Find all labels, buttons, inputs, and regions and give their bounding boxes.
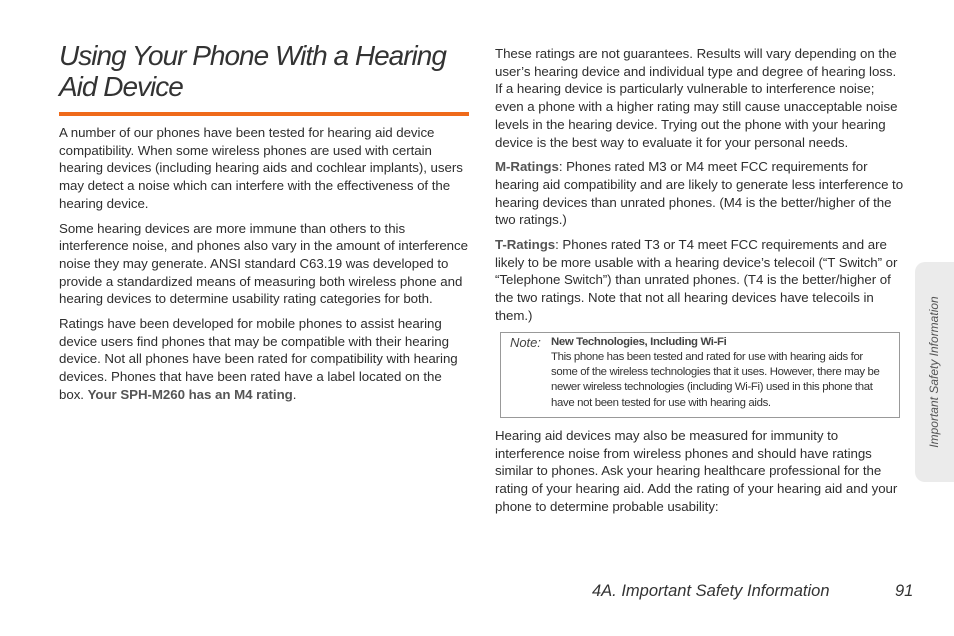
title-rule bbox=[59, 112, 469, 116]
paragraph: Some hearing devices are more immune than others to this interference noise, and phones also vary in the amount of interference noise they may generate. ANSI standard C63.19 was developed to provide a standardized means of measuring both wireless phone and hearing devices to determine usability rating categories for both. bbox=[59, 220, 468, 307]
note-body bbox=[551, 335, 891, 411]
note-heading: New Technologies, Including Wi-Fi bbox=[551, 335, 727, 348]
paragraph-text: Ratings have been developed for mobile phones to assist hearing device users find phones that may be compatible with their hearing device. Not all phones have been rated for compatibility with hearing devices. Phones that have been rated have a label located on the box. bbox=[59, 316, 458, 402]
right-column bbox=[495, 45, 905, 523]
paragraph: Hearing aid devices may also be measured for immunity to interference noise from wireless phones and should have ratings similar to phones. Ask your hearing healthcare professional for the rating of your hearing aid. Add the rating of your hearing aid and your phone to determine probable usability: bbox=[495, 428, 898, 514]
footer-section-title: 4A. Important Safety Information bbox=[592, 582, 830, 600]
t-ratings-text: : Phones rated T3 or T4 meet FCC requirements and are likely to be more usable with a hearing device’s telecoil (“T Switch” or “Telephone Switch”) than unrated phones. (T4 is the better/higher of the two ratings. Note that not all hearing devices have telecoils in them.) bbox=[495, 237, 898, 323]
side-tab-label: Important Safety Information bbox=[927, 296, 941, 448]
m-ratings-label: M-Ratings bbox=[495, 159, 559, 175]
paragraph-end: . bbox=[292, 386, 297, 402]
t-ratings-paragraph bbox=[495, 236, 905, 325]
paragraph bbox=[59, 315, 469, 404]
m-ratings-text: : Phones rated M3 or M4 meet FCC requirements for hearing aid compatibility and are likely to generate less interference to hearing devices than unrated phones. (M4 is the better/higher of the two ratings.) bbox=[495, 159, 904, 228]
page-title: Using Your Phone With a Hearing Aid Device bbox=[59, 40, 446, 102]
note-text: This phone has been tested and rated for use with hearing aids for some of the wireless technologies that it uses. However, there may be newer wireless technologies (including Wi-Fi) used in this phone that have not been tested for use with hearing aids. bbox=[551, 350, 880, 409]
left-column bbox=[59, 124, 469, 411]
note-label: Note: bbox=[510, 334, 541, 350]
page-number: 91 bbox=[895, 582, 914, 600]
paragraph: These ratings are not guarantees. Results will vary depending on the user’s hearing device and individual type and degree of hearing loss. If a hearing device is particularly vulnerable to interference noise; even a phone with a higher rating may still cause unacceptable noise levels in the hearing device. Trying out the phone with your hearing device is the best way to evaluate it for your personal needs. bbox=[495, 46, 898, 150]
m-ratings-paragraph bbox=[495, 158, 905, 229]
paragraph: A number of our phones have been tested for hearing aid device compatibility. When some wireless phones are used with certain hearing devices (including hearing aids and cochlear implants), users may detect a noise which can interfere with the effectiveness of the hearing device. bbox=[59, 125, 463, 211]
note-box bbox=[500, 332, 900, 418]
t-ratings-label: T-Ratings bbox=[495, 237, 556, 253]
rating-callout: Your SPH-M260 has an M4 rating bbox=[87, 386, 293, 402]
